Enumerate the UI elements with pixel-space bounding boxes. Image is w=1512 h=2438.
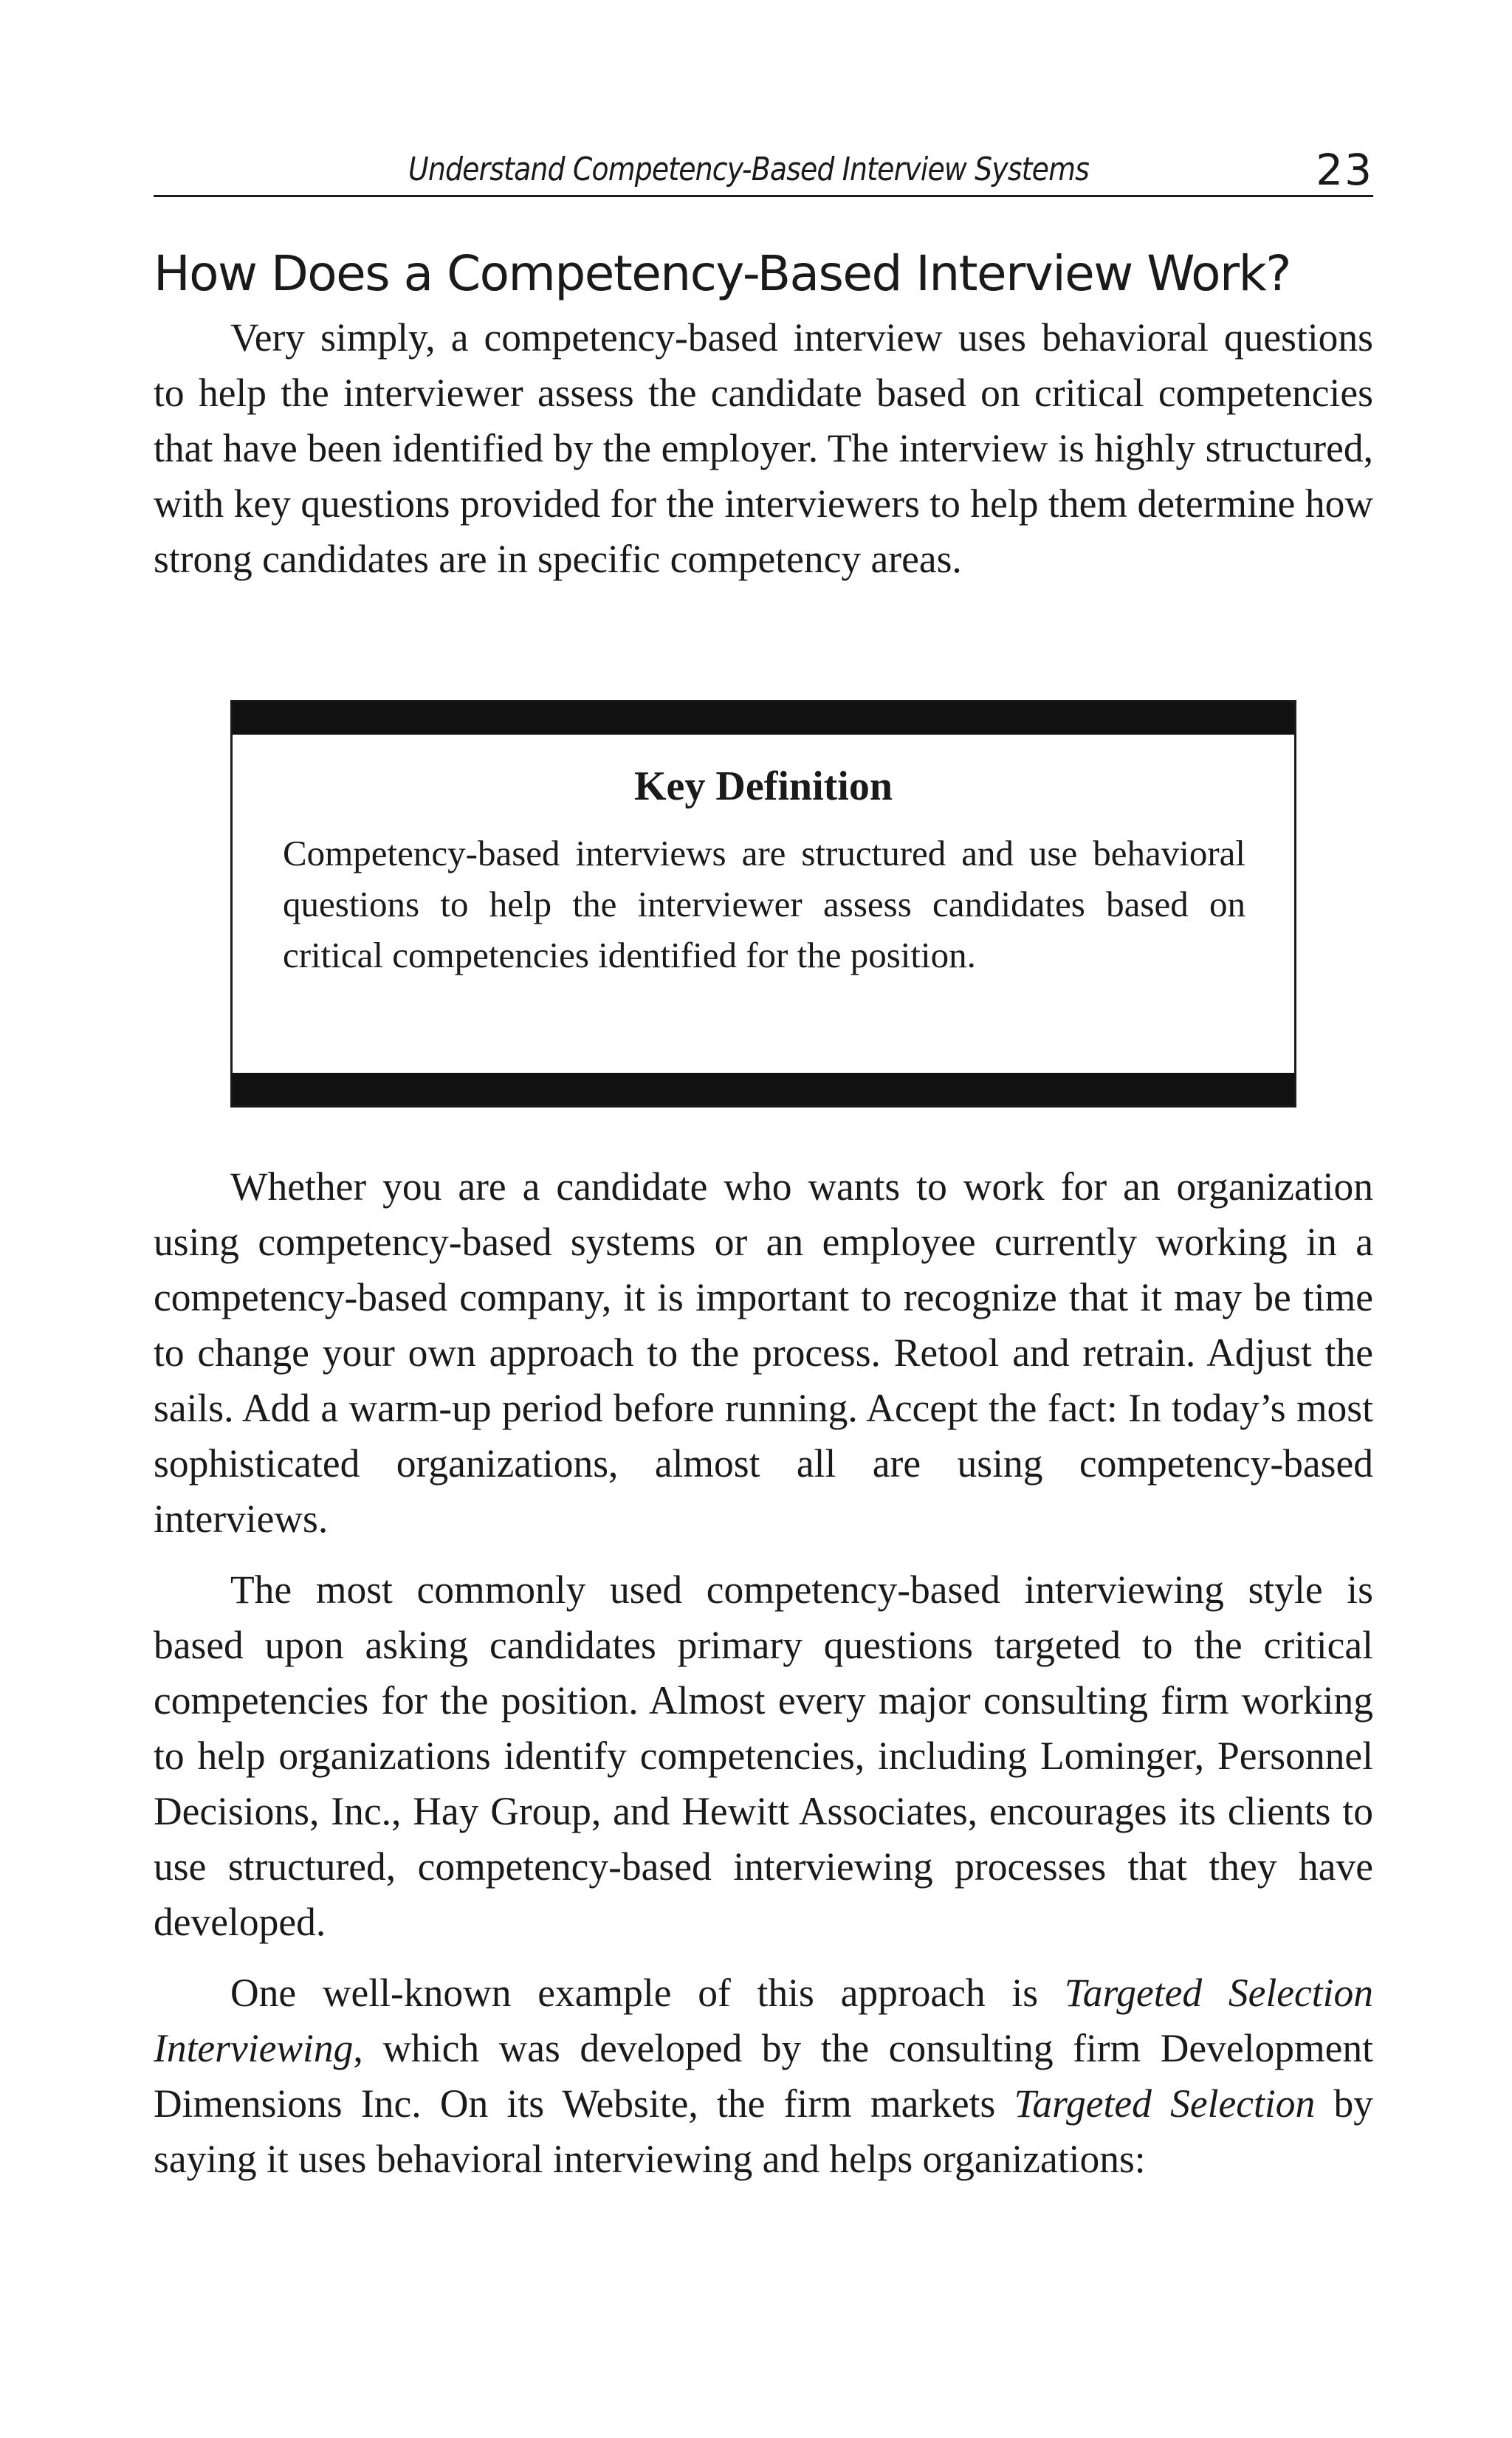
running-title: Understand Competency-Based Interview Systems bbox=[408, 151, 1089, 188]
body-paragraph-2: The most commonly used competency-based interviewing style is based upon asking candidates primary questions targeted to the critical competencies for the position. Almost every major consulting firm working to help organizations identify competencies, including Lominger, Personnel Decisions, Inc., Hay Group, and Hewitt Associates, encourages its clients to use structured, competency-based interviewing processes that they have developed. bbox=[154, 1567, 1373, 1944]
running-header bbox=[154, 145, 1373, 197]
key-definition-bottom-bar bbox=[233, 1073, 1294, 1105]
paragraph-3-text-c: by saying it uses behavioral interviewing and helps organizations: bbox=[154, 2081, 1373, 2181]
paragraph-3-text-b: , which was developed by the consulting firm Development Dimensions Inc. On its Website, the firm markets bbox=[154, 2026, 1373, 2126]
key-definition-box bbox=[230, 700, 1296, 1108]
body-paragraph-1: Whether you are a candidate who wants to work for an organization using competency-based systems or an employee currently working in a competency-based company, it is important to recognize that it may be time to change your own approach to the process. Retool and retrain. Adjust the sails. Add a warm-up period before running. Accept the fact: In today’s most sophisticated organizations, almost all are using competency-based interviews. bbox=[154, 1164, 1373, 1541]
paragraph-3-italic-product: Targeted Selection bbox=[1014, 2081, 1316, 2126]
page-number: 23 bbox=[1316, 145, 1373, 195]
key-definition-text: Competency-based interviews are structured and use behavioral questions to help the interviewer assess candidates based on critical competencies identified for the position. bbox=[283, 833, 1245, 975]
body-paragraph-3 bbox=[154, 1965, 1373, 2187]
section-heading: How Does a Competency-Based Interview Work? bbox=[154, 245, 1291, 302]
key-definition-top-bar bbox=[233, 702, 1294, 735]
key-definition-title: Key Definition bbox=[634, 763, 893, 809]
paragraph-3-italic-title: Targeted Selection Interviewing bbox=[154, 1971, 1373, 2070]
intro-paragraph: Very simply, a competency-based interview uses behavioral questions to help the interviewer assess the candidate based on critical competencies that have been identified by the employer. The interview is highly structured, with key questions provided for the interviewers to help them determine how strong candidates are in specific competency areas. bbox=[154, 315, 1373, 581]
paragraph-3-text-a: One well-known example of this approach is bbox=[230, 1971, 1065, 2015]
